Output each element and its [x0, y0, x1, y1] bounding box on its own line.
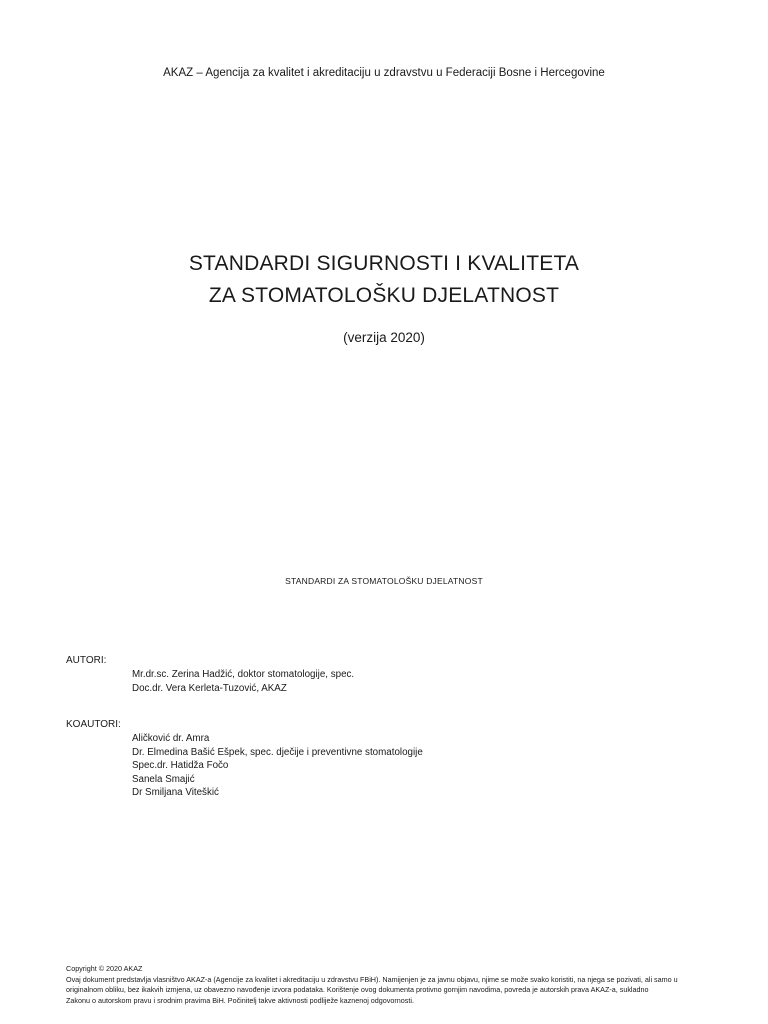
title-line-1: STANDARDI SIGURNOSTI I KVALITETA	[188, 252, 580, 275]
coauthors-list	[66, 732, 423, 800]
title-line-2: ZA STOMATOLOŠKU DJELATNOST	[208, 284, 560, 307]
coauthor-name: Aličković dr. Amra	[132, 733, 210, 744]
footer-text-line: Ovaj dokument predstavlja vlasništvo AKAZ-a (Agencije za kvalitet i akreditaciju u zdravstvu FBiH). Namijenjen je za javnu objavu, njime se može svako koristiti, na njega se pozivati, ali samo u	[66, 974, 678, 984]
version-label: (verzija 2020)	[343, 330, 425, 345]
coauthor-name: Dr. Elmedina Bašić Ešpek, spec. dječije i preventivne stomatologije	[132, 746, 423, 758]
coauthor-name: Dr Smiljana Viteškić	[132, 787, 219, 799]
copyright-notice: Copyright © 2020 AKAZ	[66, 964, 143, 973]
footer-text-line: Zakonu o autorskom pravu i srodnim pravima BiH. Počinitelj takve aktivnosti podliježe kaznenoj odgovornosti.	[66, 995, 414, 1005]
authors-label: AUTORI:	[66, 655, 107, 666]
authors-list	[66, 668, 354, 695]
copyright-footer	[66, 964, 706, 1006]
document-subtitle: STANDARDI ZA STOMATOLOŠKU DJELATNOST	[285, 576, 483, 586]
organization-header: AKAZ – Agencija za kvalitet i akreditaciju u zdravstvu u Federaciji Bosne i Hercegovine	[163, 67, 605, 79]
coauthors-label: KOAUTORI:	[66, 719, 121, 730]
coauthor-name: Sanela Smajić	[132, 773, 195, 785]
document-title	[0, 248, 768, 312]
author-name: Mr.dr.sc. Zerina Hadžić, doktor stomatologije, spec.	[132, 669, 355, 680]
authors-section	[66, 654, 354, 695]
author-name: Doc.dr. Vera Kerleta-Tuzović, AKAZ	[132, 682, 287, 694]
coauthors-section	[66, 718, 423, 800]
coauthor-name: Spec.dr. Hatidža Fočo	[132, 760, 229, 772]
footer-text-line: originalnom obliku, bez ikakvih izmjena, uz obavezno navođenje izvora podataka. Korištenje ovog dokumenta protivno gornjim navodima, povreda je autorskih prava AKAZ-a, sukladno	[66, 985, 649, 995]
